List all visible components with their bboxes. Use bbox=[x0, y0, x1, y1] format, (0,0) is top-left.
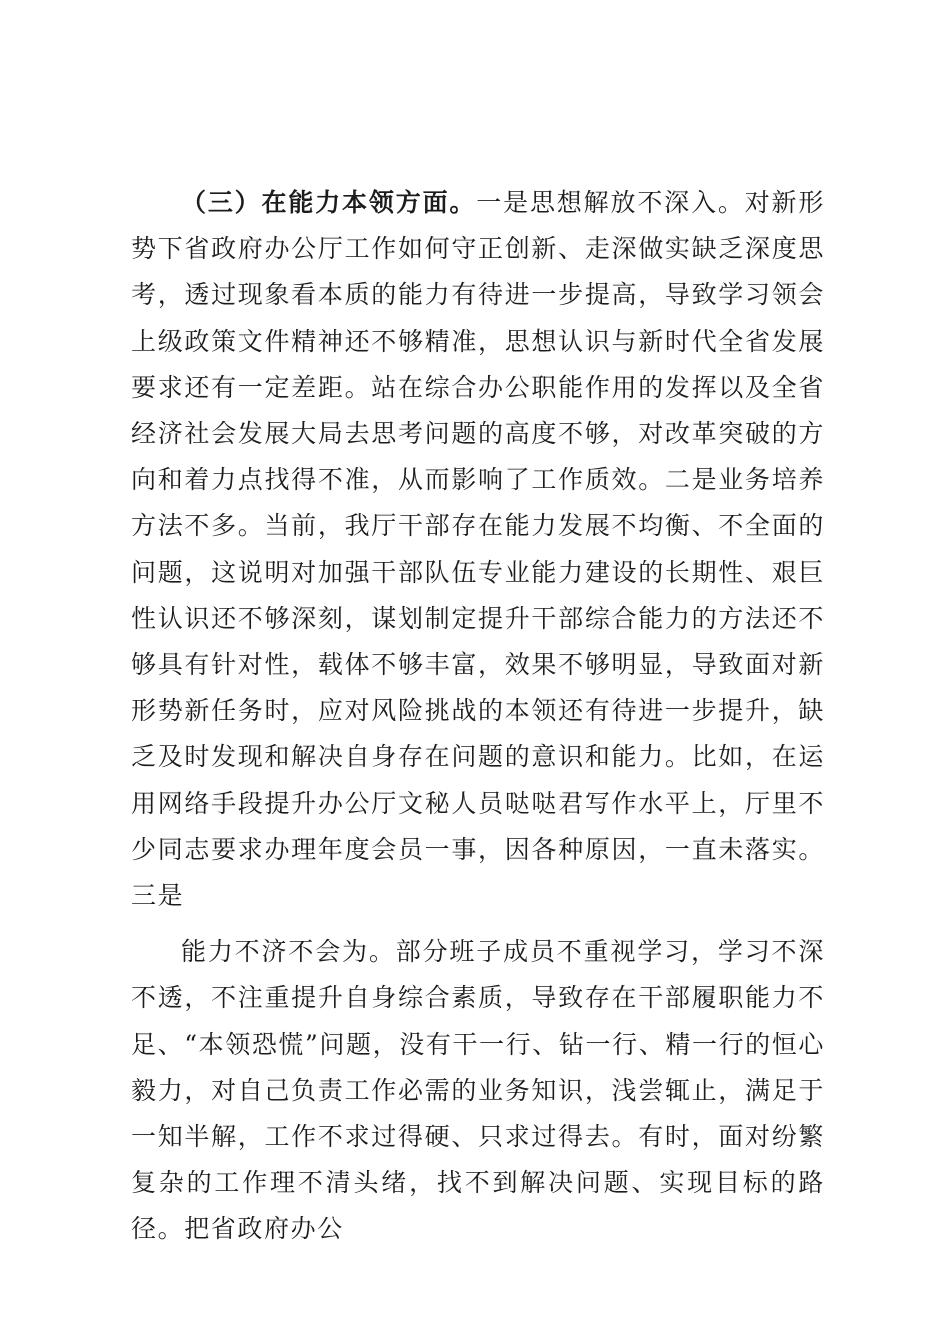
document-body bbox=[131, 180, 825, 1253]
paragraph-body-text: 一是思想解放不深入。对新形势下省政府办公厅工作如何守正创新、走深做实缺乏深度思考，透过现象看本质的能力有待进一步提高，导致学习领会上级政策文件精神还不够精准，思想认识与新时代全省发展要求还有一定差距。站在综合办公职能作用的发挥以及全省经济社会发展大局去思考问题的高度不够，对改革突破的方向和着力点找得不准，从而影响了工作质效。二是业务培养方法不多。当前，我厅干部存在能力发展不均衡、不全面的问题，这说明对加强干部队伍专业能力建设的长期性、艰巨性认识还不够深刻，谋划制定提升干部综合能力的方法还不够具有针对性，载体不够丰富，效果不够明显，导致面对新形势新任务时，应对风险挑战的本领还有待进一步提升，缺乏及时发现和解决自身存在问题的意识和能力。比如，在运用网络手段提升办公厅文秘人员哒哒君写作水平上，厅里不少同志要求办理年度会员一事，因各种原因，一直未落实。三是 bbox=[131, 188, 825, 911]
paragraph-continuation: 能力不济不会为。部分班子成员不重视学习，学习不深不透，不注重提升自身综合素质，导致存在干部履职能力不足、“本领恐慌”问题，没有干一行、钻一行、精一行的恒心毅力，对自己负责工作必需的业务知识，浅尝辄止，满足于一知半解，工作不求过得硬、只求过得去。有时，面对纷繁复杂的工作理不清头绪，找不到解决问题、实现目标的路径。把省政府办公 bbox=[131, 937, 825, 1244]
paragraph-ability bbox=[131, 180, 825, 919]
section-heading: （三）在能力本领方面。 bbox=[181, 188, 477, 217]
